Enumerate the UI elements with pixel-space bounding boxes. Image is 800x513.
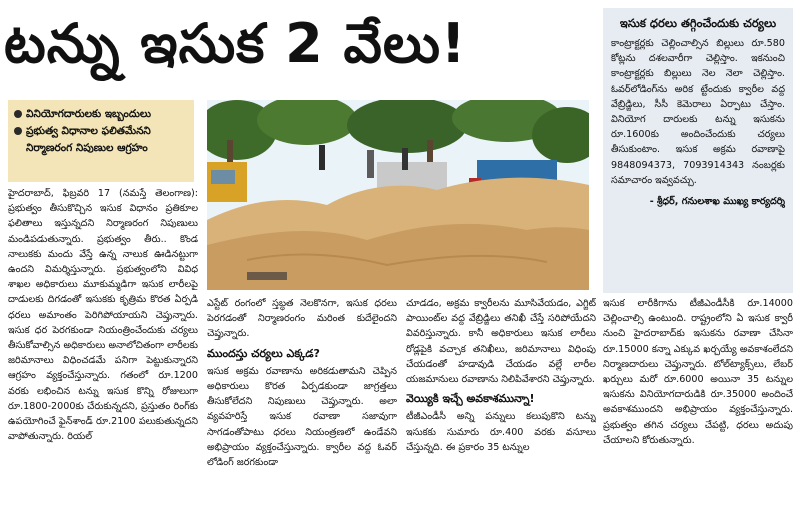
article-column-2	[207, 296, 397, 506]
bullet-icon	[14, 110, 22, 118]
subheading: వెయ్యికి ఇచ్చే అవకాశమున్నా!	[406, 392, 535, 406]
article-column-1	[8, 186, 198, 506]
highlight-text: వినియోగదారులకు ఇబ్బందులు	[26, 108, 151, 120]
article-text: హైదరాబాద్, ఫిబ్రవరి 17 (నమస్తే తెలంగాణ): ప్రభుత్వం తీసుకొచ్చిన ఇసుక విధానం ప్రతికూల ఫలితాలు ఇస్తున్నదని నిర్మాణరంగ నిపుణులు మండిపడుతున్నారు. ప్రభుత్వం తీరు.. కొండ నాలుకకు మందు వేస్తే ఉన్న నాలుక ఊడినట్టుగా ఉందని విమర్శిస్తున్నారు. ప్రభుత్వంలోని వివిధ శాఖల అధికారులు మూకుమ్మడిగా ఇసుక లారీలపై దాడులకు దిగడంతో ఇసుకకు కృత్రిమ కొరత ఏర్పడి ధరలు అమాంతం పెరిగిపోయాయని చెప్తున్నారు. ఇసుక ధర పెరగకుండా నియంత్రించేందుకు చర్యలు తీసుకోవాల్సిన అధికారులు అనాలోచితంగా లారీలకు జరిమానాలు విధించడమే పనిగా పెట్టుకున్నారని ఆగ్రహం వ్యక్తంచేస్తున్నారు. గతంలో రూ.1200 వరకు లభించిన టన్ను ఇసుక కొన్ని రోజులుగా రూ.1800-2000కు చేరుకున్నదని, ప్రస్తుతం రింగ్‌కు ఉపయోగించే ఫైన్‌శాండ్ రూ.2100 పలుకుతున్నదని వాపోతున్నారు. రియల్	[8, 188, 198, 443]
sidebar-title: ఇసుక ధరలు తగ్గించేందుకు చర్యలు	[619, 16, 777, 30]
article-column-3	[406, 296, 596, 506]
bullet-icon	[14, 127, 22, 135]
photo-illustration	[207, 100, 589, 290]
article-text: ఇసుక లారీకిగాను టీజీఎండీసీకి రూ.14000 చెల్లించాల్సి ఉంటుంది. రాష్ట్రంలోని ఏ ఇసుక క్వారీ నుంచి హైదరాబాద్‌కు ఇసుకను రవాణా చేసినా రూ.15000 కన్నా ఎక్కువ ఖర్చయ్యే అవకాశంలేదని నిర్మాణదారులు చెప్తున్నారు. టోల్‌ట్యాక్స్‌లు, లేబర్ ఖర్చులు మరో రూ.6000 అయినా 35 టన్నుల ఇసుకను వినియోగదారుడికి రూ.35000 అందించే అవకాశముందని అభిప్రాయం వ్యక్తంచేస్తున్నారు. ప్రభుత్వం తగిన చర్యలు చేపట్టి, ధరలు అదుపు చేయాలని కోరుతున్నారు.	[603, 298, 793, 446]
article-text: టీజీఎండీసీ అన్ని పన్నులు కలుపుకొని టన్ను ఇసుకకు సుమారు రూ.400 వరకు వసూలు చేస్తున్నది. ఈ ప్రకారం 35 టన్నుల	[406, 411, 596, 453]
sidebar-signature: - శ్రీధర్, గనులశాఖ ముఖ్య కార్యదర్శి	[649, 196, 785, 208]
highlight-item	[14, 106, 188, 123]
highlight-item	[14, 123, 188, 157]
sand-heap-photo	[207, 100, 589, 290]
article-column-4	[603, 296, 793, 506]
sidebar-box	[603, 8, 793, 293]
highlights-box	[8, 100, 194, 182]
article-text: ఎస్టేట్ రంగంలో స్తబ్ధత నెలకొనగా, ఇసుక ధరలు పెరగడంతో నిర్మాణరంగం మరింత కుదేలైందని చెప్తున్నారు.	[207, 298, 397, 340]
highlight-text: ప్రభుత్వ విధానాల ఫలితమేనని నిర్మాణరంగ నిపుణుల ఆగ్రహం	[26, 125, 151, 154]
subheading: ముందస్తు చర్యలు ఎక్కడ?	[207, 346, 320, 360]
headline: టన్ను ఇసుక 2 వేలు!	[4, 12, 467, 75]
article-text: చూడడం, అక్రమ క్వారీలను మూసివేయడం, ఎగ్జిట్ పాయింట్‌ల వద్ద వేబ్రిడ్జిలు తనిఖీ చేస్తే సరిపోయేదని వివరిస్తున్నారు. కానీ అధికారులు ఇసుక లారీలు రోడ్లపైకి వచ్చాక తనిఖీలు, జరిమానాలు విధింపు చేయడంతో హడావుడి చేయడం వల్లే లారీల యజమానులు రవాణాను నిలిపివేశారని చెప్తున్నారు.	[406, 298, 596, 386]
sidebar-body: కాంట్రాక్టర్లకు చెల్లించాల్సిన బిల్లులు రూ.580 కోట్లను దశలవారీగా చెల్లిస్తాం. ఇకనుంచి కాంట్రాక్టర్లకు బిల్లులు నెల నెలా చెల్లిస్తాం. ఓవర్‌లోడింగ్‌ను అరిక ట్టేందుకు క్వారీల వద్ద వేబ్రిడ్జిలు, సీసీ కెమెరాలు ఏర్పాటు చేస్తాం. వినియోగ దారులకు టన్ను ఇసుకను రూ.1600కు అందించేందుకు చర్యలు తీసుకుంటాం. ఇసుక అక్రమ రవాణాపై 9848094373, 7093914343 నంబర్లకు సమాచారం ఇవ్వవచ్చు.	[611, 38, 785, 186]
article-text: ఇసుక అక్రమ రవాణాను అరికడుతామని చెప్పిన అధికారులు కొరత ఏర్పడకుండా జాగ్రత్తలు తీసుకోలేదని నిపుణులు చెప్తున్నారు. అలా వ్యవహరిస్తే ఇసుక రవాణా సజావుగా సాగడంతోపాటు ధరలు నియంత్రణలో ఉండేవని అభిప్రాయం వ్యక్తంచేస్తున్నారు. క్వారీల వద్ద ఓవర్ లోడింగ్ జరగకుండా	[207, 365, 397, 469]
